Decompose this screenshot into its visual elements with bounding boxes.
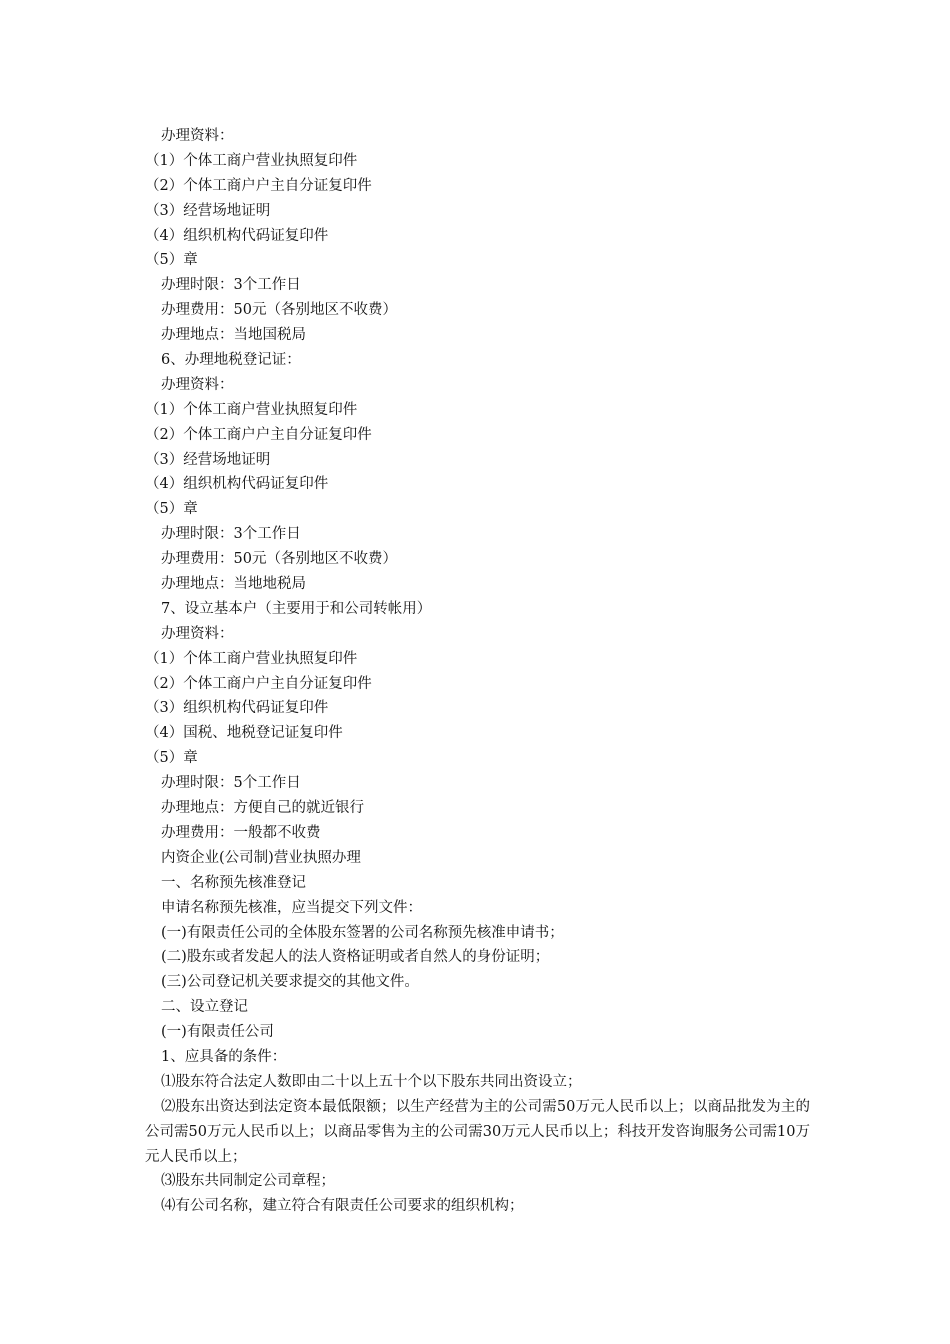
list-item: （3）经营场地证明 — [145, 451, 271, 468]
list-item: ⑴股东符合法定人数即由二十以上五十个以下股东共同出资设立； — [161, 1073, 582, 1090]
list-item: ⑶股东共同制定公司章程； — [161, 1173, 335, 1190]
document-body — [145, 124, 810, 1219]
text-line: 1、应具备的条件： — [161, 1048, 287, 1065]
list-item: （4）国税、地税登记证复印件 — [145, 725, 343, 742]
list-item: （1）个体工商户营业执照复印件 — [145, 401, 358, 418]
list-item: (一)有限责任公司的全体股东签署的公司名称预先核准申请书； — [161, 924, 564, 941]
list-item: （1）个体工商户营业执照复印件 — [145, 650, 358, 667]
text-line: 办理时限：3个工作日 — [161, 277, 301, 294]
section-heading: 7、设立基本户（主要用于和公司转帐用） — [161, 600, 432, 617]
text-line: 办理地点：当地地税局 — [161, 576, 306, 593]
text-line: 办理资料： — [161, 625, 234, 642]
list-item: ⑷有公司名称，建立符合有限责任公司要求的组织机构； — [161, 1198, 524, 1215]
text-line: 办理费用：50元（各别地区不收费） — [161, 551, 397, 568]
list-item: （5）章 — [145, 501, 198, 518]
text-line: 办理地点：当地国税局 — [161, 327, 306, 344]
list-item: （3）组织机构代码证复印件 — [145, 700, 329, 717]
section-heading: 6、办理地税登记证： — [161, 352, 301, 369]
section-heading: 内资企业(公司制)营业执照办理 — [161, 849, 361, 866]
section-heading: (一)有限责任公司 — [161, 1024, 274, 1041]
text-line: 办理时限：3个工作日 — [161, 526, 301, 543]
text-line: 办理资料： — [161, 376, 234, 393]
wrapped-paragraph: ⑵股东出资达到法定资本最低限额；以生产经营为主的公司需50万元人民币以上；以商品批发为主的公司需50万元人民币以上；以商品零售为主的公司需30万元人民币以上；科技开发咨询服务公司需10万元人民币以上； — [145, 1098, 810, 1165]
section-heading: 一、名称预先核准登记 — [161, 874, 306, 891]
list-item: （1）个体工商户营业执照复印件 — [145, 152, 358, 169]
text-line: 办理时限：5个工作日 — [161, 775, 301, 792]
list-item: （4）组织机构代码证复印件 — [145, 227, 329, 244]
text-line: 申请名称预先核准，应当提交下列文件： — [161, 899, 422, 916]
list-item: （2）个体工商户户主自分证复印件 — [145, 675, 372, 692]
list-item: (二)股东或者发起人的法人资格证明或者自然人的身份证明； — [161, 949, 550, 966]
list-item: （3）经营场地证明 — [145, 202, 271, 219]
text-line: 办理地点：方便自己的就近银行 — [161, 800, 364, 817]
list-item: （5）章 — [145, 750, 198, 767]
list-item: (三)公司登记机关要求提交的其他文件。 — [161, 974, 419, 991]
list-item: （5）章 — [145, 252, 198, 269]
list-item: （2）个体工商户户主自分证复印件 — [145, 177, 372, 194]
text-line: 办理资料： — [161, 128, 234, 144]
list-item: （2）个体工商户户主自分证复印件 — [145, 426, 372, 443]
section-heading: 二、设立登记 — [161, 999, 248, 1016]
list-item: （4）组织机构代码证复印件 — [145, 476, 329, 493]
text-line: 办理费用：50元（各别地区不收费） — [161, 302, 397, 319]
text-line: 办理费用：一般都不收费 — [161, 824, 321, 841]
